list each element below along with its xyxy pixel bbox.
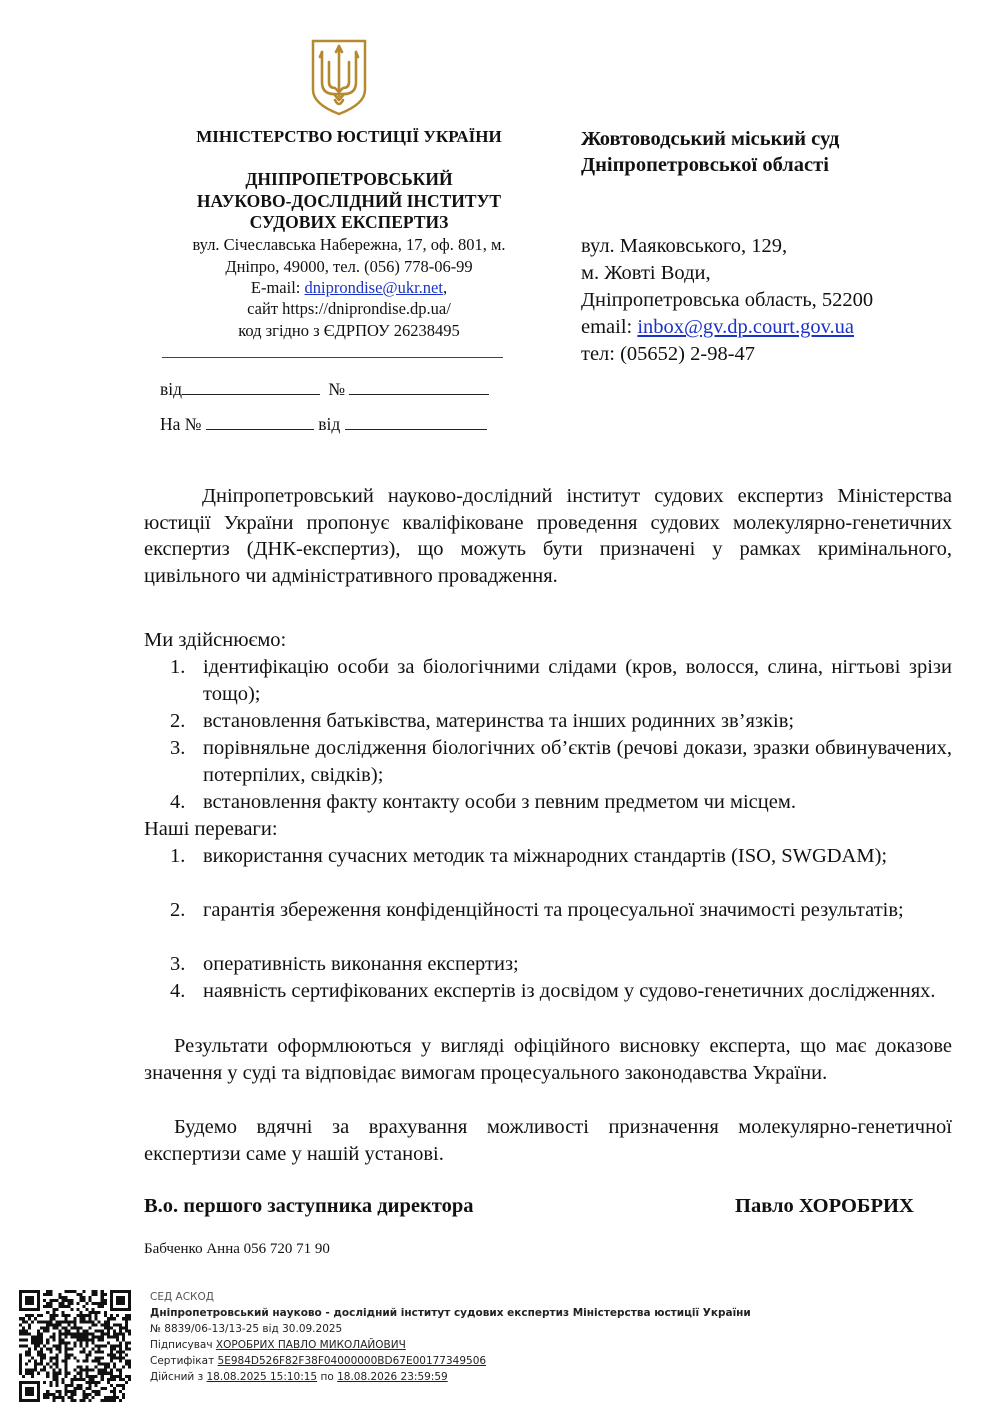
- recipient-phone: тел: (05652) 2-98-47: [581, 343, 756, 365]
- esign-doc-number: № 8839/06-13/13-25 від 30.09.2025: [150, 1323, 343, 1335]
- list-item: [170, 897, 952, 924]
- number-blank: [349, 378, 489, 395]
- sender-website: сайт https://dniprondise.dp.ua/: [247, 299, 451, 318]
- list-item-number: 2.: [170, 899, 186, 921]
- list-item-text: наявність сертифікованих експертів із досвідом у судово-генетичних дослідженнях.: [203, 980, 936, 1002]
- list-item-number: 1.: [170, 845, 186, 867]
- esign-organization: Дніпропетровський науково - дослідний інститут судових експертиз Міністерства юстиції України: [150, 1307, 751, 1319]
- trident-coat-of-arms-icon: [309, 38, 369, 116]
- esign-cert-label: Сертифікат: [150, 1355, 218, 1367]
- list-item: [170, 978, 952, 1005]
- list-item-text: оперативність виконання експертиз;: [203, 953, 519, 975]
- registration-row-outgoing: [160, 378, 489, 400]
- list-item: [170, 654, 952, 707]
- from-label: від: [160, 379, 183, 399]
- esign-cert-line: [150, 1353, 486, 1370]
- ref-from-label: від: [318, 414, 341, 434]
- list-item-number: 3.: [170, 737, 186, 759]
- esign-signer: ХОРОБРИХ ПАВЛО МИКОЛАЙОВИЧ: [215, 1339, 406, 1351]
- ref-date-blank: [345, 413, 487, 430]
- recipient-street: вул. Маяковського, 129,: [581, 235, 788, 257]
- list-item-number: 1.: [170, 656, 186, 678]
- executor-contact: Бабченко Анна 056 720 71 90: [144, 1241, 330, 1257]
- list-item-text: гарантія збереження конфіденційності та процесуальної значимості результатів;: [203, 899, 904, 921]
- signer-position: В.о. першого заступника директора: [144, 1195, 474, 1217]
- registration-row-reference: [160, 413, 487, 435]
- recipient-email-link[interactable]: inbox@gv.dp.court.gov.ua: [637, 316, 854, 338]
- ref-number-blank: [206, 413, 314, 430]
- recipient-name-line: Дніпропетровської області: [581, 154, 829, 176]
- list-item: [170, 708, 952, 735]
- esign-cert: 5E984D526F82F38F04000000BD67E00177349506: [217, 1355, 487, 1367]
- list-item: [170, 735, 952, 788]
- list-item-number: 3.: [170, 953, 186, 975]
- institute-name-line: ДНІПРОПЕТРОВСЬКИЙ: [245, 169, 453, 189]
- date-blank: [182, 378, 320, 395]
- recipient-name-line: Жовтоводський міський суд: [581, 128, 840, 150]
- sender-divider: [162, 357, 503, 358]
- recipient-email-line: [581, 314, 981, 341]
- list-item-text: використання сучасних методик та міжнародних стандартів (ISO, SWGDAM);: [203, 845, 888, 867]
- recipient-email-label: email:: [581, 316, 638, 338]
- institute-name-line: НАУКОВО-ДОСЛІДНИЙ ІНСТИТУТ: [196, 191, 502, 211]
- esign-signer-label: Підписувач: [150, 1339, 216, 1351]
- list-item-number: 4.: [170, 980, 186, 1002]
- list-item-text: ідентифікацію особи за біологічними слідами (кров, волосся, слина, нігтьові зрізи тощо);: [203, 656, 952, 705]
- esign-valid-from: 18.08.2025 15:10:15: [206, 1371, 318, 1383]
- number-label: №: [328, 379, 346, 399]
- sender-address-line: Дніпро, 49000, тел. (056) 778-06-99: [225, 257, 473, 276]
- list-item: [170, 843, 952, 870]
- we-do-heading: Ми здійснюємо:: [144, 629, 287, 651]
- sender-email-line: [160, 277, 538, 298]
- list-item-text: встановлення батьківства, материнства та інших родинних зв’язків;: [203, 710, 795, 732]
- institute-name-line: СУДОВИХ ЕКСПЕРТИЗ: [249, 212, 449, 232]
- intro-paragraph: Дніпропетровський науково-дослідний інститут судових експертиз Міністерства юстиції України пропонує кваліфіковане проведення судових молекулярно-генетичних експертиз (ДНК-експертиз), що можуть бути призначені у рамках кримінального, цивільного чи адміністративного провадження.: [144, 485, 952, 587]
- list-item-number: 2.: [170, 710, 186, 732]
- ministry-name: МІНІСТЕРСТВО ЮСТИЦІЇ УКРАЇНИ: [196, 127, 502, 146]
- ref-number-label: На №: [160, 414, 202, 434]
- esign-valid-label: Дійсний з: [150, 1371, 207, 1383]
- sender-email-suffix: ,: [442, 278, 448, 297]
- sender-email-link[interactable]: dniprondise@ukr.net: [304, 278, 443, 297]
- qr-code-icon: [19, 1290, 131, 1402]
- results-paragraph: Результати оформлюються у вигляді офіційного висновку експерта, що має доказове значення у суді та відповідає вимогам процесуального законодавства України.: [144, 1035, 952, 1084]
- list-item: [170, 951, 952, 978]
- sender-edrpou: код згідно з ЄДРПОУ 26238495: [238, 321, 460, 340]
- esign-valid-to: 18.08.2026 23:59:59: [337, 1371, 448, 1383]
- esign-signer-line: [150, 1337, 406, 1354]
- advantages-heading: Наші переваги:: [144, 818, 278, 840]
- recipient-region: Дніпропетровська область, 52200: [581, 289, 874, 311]
- recipient-city: м. Жовті Води,: [581, 262, 711, 284]
- signer-name: Павло ХОРОБРИХ: [735, 1195, 914, 1217]
- list-item: [170, 789, 952, 816]
- sender-address-line: вул. Січеславська Набережна, 17, оф. 801, м.: [192, 235, 506, 254]
- list-item-text: порівняльне дослідження біологічних об’єктів (речові докази, зразки обвинувачених, потерпілих, свідків);: [203, 737, 952, 786]
- esign-validity-line: [150, 1369, 448, 1386]
- sender-email-label: E-mail:: [250, 278, 305, 297]
- list-item-number: 4.: [170, 791, 186, 813]
- esign-system: СЕД АСКОД: [150, 1291, 214, 1303]
- closing-paragraph: Будемо вдячні за врахування можливості призначення молекулярно-генетичної експертизи саме у нашій установі.: [144, 1116, 952, 1165]
- list-item-text: встановлення факту контакту особи з певним предметом чи місцем.: [203, 791, 796, 813]
- esign-valid-to-label: по: [317, 1371, 338, 1383]
